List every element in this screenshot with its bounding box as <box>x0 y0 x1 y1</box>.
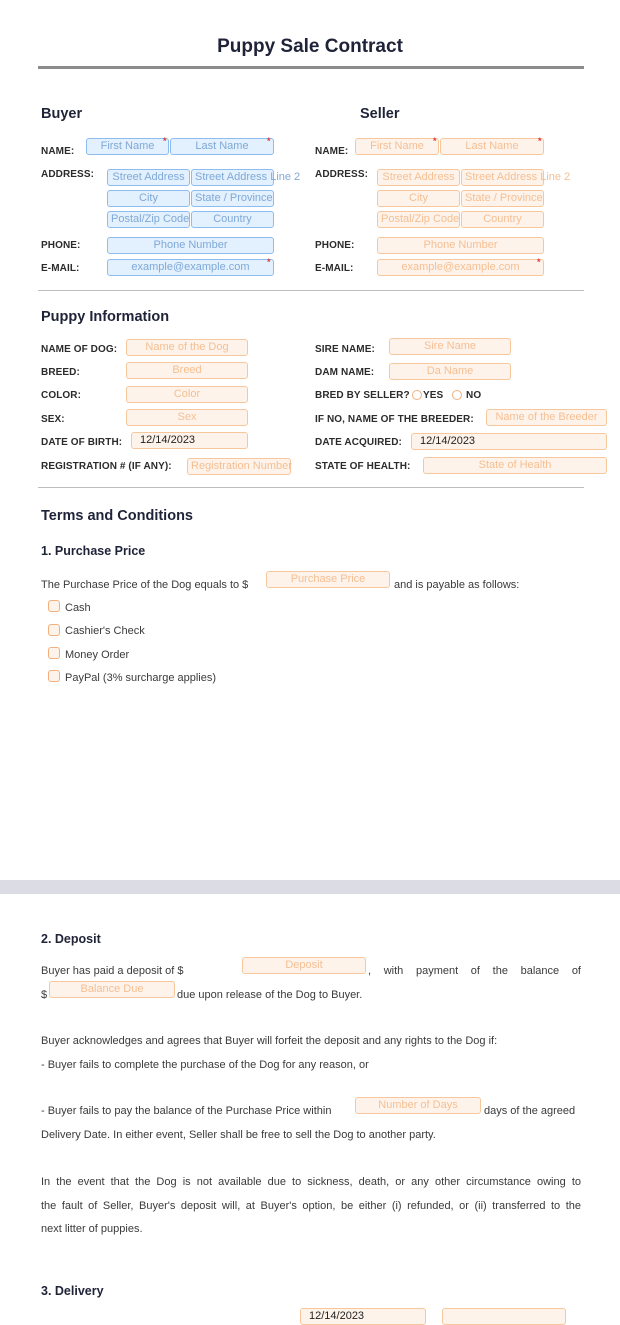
purchase-price-heading: 1. Purchase Price <box>41 544 146 558</box>
payment-cashiers-check-checkbox[interactable] <box>48 624 60 636</box>
forfeit-text: Buyer acknowledges and agrees that Buyer will forfeit the deposit and any rights to the Dog if: <box>41 1035 498 1047</box>
sex-field[interactable]: Sex <box>126 409 248 426</box>
seller-email-field[interactable]: example@example.com <box>377 259 544 276</box>
required-marker: * <box>433 136 437 146</box>
availability-para-line3: next litter of puppies. <box>41 1223 143 1235</box>
deposit-heading: 2. Deposit <box>41 932 101 946</box>
buyer-street2-field[interactable]: Street Address Line 2 <box>191 169 274 186</box>
seller-name-label: NAME: <box>315 146 349 157</box>
purchase-text-after: and is payable as follows: <box>394 579 520 591</box>
breeder-name-field[interactable]: Name of the Breeder <box>486 409 607 426</box>
page-break <box>0 880 620 894</box>
seller-country-field[interactable]: Country <box>461 211 544 228</box>
payment-paypal-checkbox[interactable] <box>48 670 60 682</box>
title-divider <box>38 66 584 69</box>
seller-street-field[interactable]: Street Address <box>377 169 460 186</box>
breed-label: BREED: <box>41 367 80 378</box>
puppy-info-heading: Puppy Information <box>41 309 170 325</box>
required-marker: * <box>537 257 541 267</box>
required-marker: * <box>163 136 167 146</box>
section-divider <box>38 290 584 291</box>
delivery-date-field[interactable]: 12/14/2023 <box>300 1308 426 1325</box>
forfeit-bullet-1: - Buyer fails to complete the purchase of the Dog for any reason, or <box>41 1059 369 1071</box>
payment-option-label: Cashier's Check <box>65 625 145 637</box>
forfeit-bullet-2-line2: Delivery Date. In either event, Seller shall be free to sell the Dog to another party. <box>41 1129 436 1141</box>
buyer-heading: Buyer <box>41 106 83 122</box>
seller-postal-field[interactable]: Postal/Zip Code <box>377 211 460 228</box>
buyer-city-field[interactable]: City <box>107 190 190 207</box>
deposit-line1: Buyer has paid a deposit of $ <box>41 965 184 977</box>
purchase-price-field[interactable]: Purchase Price <box>266 571 390 588</box>
buyer-last-name-field[interactable]: Last Name <box>170 138 274 155</box>
buyer-phone-label: PHONE: <box>41 240 81 251</box>
sire-name-field[interactable]: Sire Name <box>389 338 511 355</box>
deposit-field[interactable]: Deposit <box>242 957 366 974</box>
dam-name-field[interactable]: Da Name <box>389 363 511 380</box>
seller-heading: Seller <box>360 106 400 122</box>
seller-phone-field[interactable]: Phone Number <box>377 237 544 254</box>
health-field[interactable]: State of Health <box>423 457 607 474</box>
registration-field[interactable]: Registration Number <box>187 458 291 475</box>
payment-option-label: Money Order <box>65 649 130 661</box>
required-marker: * <box>267 136 271 146</box>
breed-field[interactable]: Breed <box>126 362 248 379</box>
bred-by-seller-label: BRED BY SELLER? <box>315 390 410 401</box>
availability-para-line2: the fault of Seller, Buyer's deposit will, at Buyer's option, be either (i) refunded, or (ii) transferred to the <box>41 1200 581 1212</box>
seller-phone-label: PHONE: <box>315 240 355 251</box>
contract-page-2 <box>0 894 620 1322</box>
delivery-field-2[interactable] <box>442 1308 566 1325</box>
buyer-first-name-field[interactable]: First Name <box>86 138 169 155</box>
deposit-line1-after: , with payment of the balance of <box>368 965 581 977</box>
buyer-street-field[interactable]: Street Address <box>107 169 190 186</box>
bred-yes-radio[interactable] <box>412 390 422 400</box>
section-divider <box>38 487 584 488</box>
buyer-name-label: NAME: <box>41 146 75 157</box>
buyer-country-field[interactable]: Country <box>191 211 274 228</box>
buyer-address-label: ADDRESS: <box>41 169 95 180</box>
terms-heading: Terms and Conditions <box>41 508 193 524</box>
dob-label: DATE OF BIRTH: <box>41 437 123 448</box>
seller-email-label: E-MAIL: <box>315 263 354 274</box>
bred-no-radio[interactable] <box>452 390 462 400</box>
buyer-postal-field[interactable]: Postal/Zip Code <box>107 211 190 228</box>
page-title: Puppy Sale Contract <box>217 36 403 57</box>
deposit-line2-after: due upon release of the Dog to Buyer. <box>177 989 363 1001</box>
forfeit-bullet-2: - Buyer fails to pay the balance of the Purchase Price within <box>41 1105 332 1117</box>
sex-label: SEX: <box>41 414 65 425</box>
dog-name-label: NAME OF DOG: <box>41 344 118 355</box>
seller-first-name-field[interactable]: First Name <box>355 138 439 155</box>
breeder-name-label: IF NO, NAME OF THE BREEDER: <box>315 414 474 425</box>
forfeit-bullet-2-after: days of the agreed <box>484 1105 576 1117</box>
buyer-phone-field[interactable]: Phone Number <box>107 237 274 254</box>
payment-cash-checkbox[interactable] <box>48 600 60 612</box>
seller-city-field[interactable]: City <box>377 190 460 207</box>
bred-no-label: NO <box>466 390 482 401</box>
required-marker: * <box>267 257 271 267</box>
bred-yes-label: YES <box>423 390 444 401</box>
health-label: STATE OF HEALTH: <box>315 461 411 472</box>
seller-state-field[interactable]: State / Province <box>461 190 544 207</box>
required-marker: * <box>538 136 542 146</box>
registration-label: REGISTRATION # (IF ANY): <box>41 461 172 472</box>
payment-option-label: PayPal (3% surcharge applies) <box>65 672 217 684</box>
date-acquired-field[interactable]: 12/14/2023 <box>411 433 607 450</box>
date-acquired-label: DATE ACQUIRED: <box>315 437 402 448</box>
seller-address-label: ADDRESS: <box>315 169 369 180</box>
payment-option-label: Cash <box>65 602 91 614</box>
purchase-text-before: The Purchase Price of the Dog equals to $ <box>41 579 249 591</box>
dollar-sign: $ <box>41 989 48 1001</box>
number-of-days-field[interactable]: Number of Days <box>355 1097 481 1114</box>
balance-due-field[interactable]: Balance Due <box>49 981 175 998</box>
color-field[interactable]: Color <box>126 386 248 403</box>
delivery-heading: 3. Delivery <box>41 1284 104 1298</box>
dam-name-label: DAM NAME: <box>315 367 375 378</box>
color-label: COLOR: <box>41 390 82 401</box>
availability-para-line1: In the event that the Dog is not available due to sickness, death, or any other circumstance owing to <box>41 1176 581 1188</box>
payment-money-order-checkbox[interactable] <box>48 647 60 659</box>
seller-last-name-field[interactable]: Last Name <box>440 138 544 155</box>
buyer-state-field[interactable]: State / Province <box>191 190 274 207</box>
dob-field[interactable]: 12/14/2023 <box>131 432 248 449</box>
seller-street2-field[interactable]: Street Address Line 2 <box>461 169 544 186</box>
sire-name-label: SIRE NAME: <box>315 344 375 355</box>
buyer-email-label: E-MAIL: <box>41 263 80 274</box>
dog-name-field[interactable]: Name of the Dog <box>126 339 248 356</box>
buyer-email-field[interactable]: example@example.com <box>107 259 274 276</box>
